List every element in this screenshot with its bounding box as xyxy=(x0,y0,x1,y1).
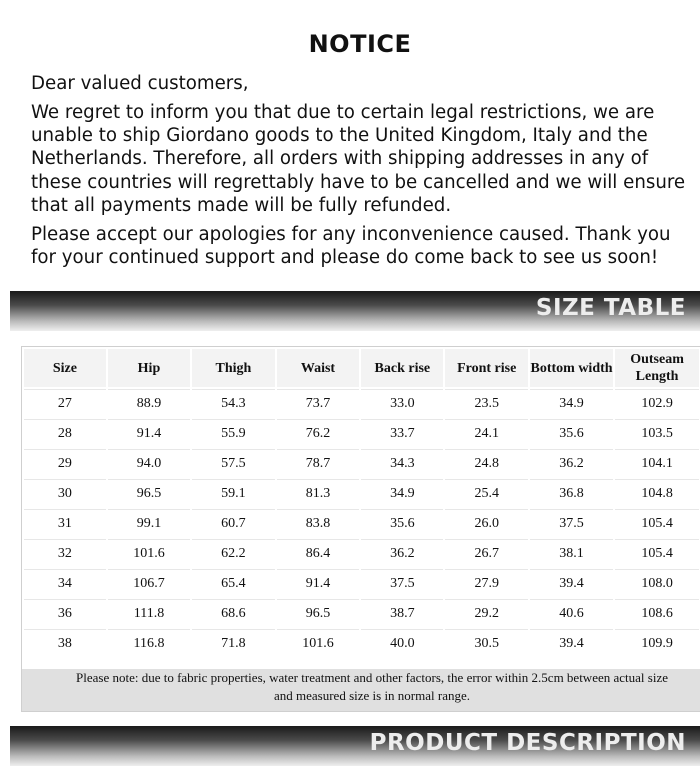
table-cell: 59.1 xyxy=(192,479,275,507)
notice-line: unable to ship Giordano goods to the United Kingdom, Italy and the xyxy=(31,125,648,146)
table-cell: 24.1 xyxy=(445,419,527,447)
size-table-header-row xyxy=(24,349,699,387)
table-cell: 34.3 xyxy=(361,449,443,477)
table-cell: 99.1 xyxy=(108,509,190,537)
table-cell: 88.9 xyxy=(108,389,190,417)
table-row xyxy=(24,389,699,417)
table-cell: 26.0 xyxy=(445,509,527,537)
table-row xyxy=(24,569,699,597)
table-row xyxy=(24,599,699,627)
table-cell: 36 xyxy=(24,599,106,627)
table-cell: 105.4 xyxy=(615,509,699,537)
notice-line: that all payments made will be fully refunded. xyxy=(31,195,452,216)
size-table-banner xyxy=(10,291,700,331)
table-row xyxy=(24,629,699,657)
table-cell: 36.8 xyxy=(530,479,613,507)
size-table xyxy=(22,347,700,659)
table-cell: 86.4 xyxy=(277,539,360,567)
table-row xyxy=(24,449,699,477)
table-cell: 39.4 xyxy=(530,569,613,597)
table-cell: 105.4 xyxy=(615,539,699,567)
table-cell: 39.4 xyxy=(530,629,613,657)
table-cell: 27 xyxy=(24,389,106,417)
column-header-waist: Waist xyxy=(277,349,360,387)
notice-title: NOTICE xyxy=(308,30,412,58)
column-header-hip: Hip xyxy=(108,349,190,387)
size-table-heading: SIZE TABLE xyxy=(535,295,686,321)
table-cell: 109.9 xyxy=(615,629,699,657)
table-cell: 96.5 xyxy=(277,599,360,627)
table-cell: 76.2 xyxy=(277,419,360,447)
table-cell: 81.3 xyxy=(277,479,360,507)
notice-line: these countries will regrettably have to be cancelled and we will ensure xyxy=(31,172,686,193)
notice-greeting: Dear valued customers, xyxy=(31,73,249,94)
table-cell: 40.0 xyxy=(361,629,443,657)
table-cell: 91.4 xyxy=(108,419,190,447)
table-cell: 28 xyxy=(24,419,106,447)
table-row xyxy=(24,539,699,567)
table-cell: 104.1 xyxy=(615,449,699,477)
column-header-size: Size xyxy=(24,349,106,387)
table-cell: 60.7 xyxy=(192,509,275,537)
column-header-front-rise: Front rise xyxy=(445,349,527,387)
table-cell: 38.1 xyxy=(530,539,613,567)
table-cell: 101.6 xyxy=(108,539,190,567)
table-cell: 26.7 xyxy=(445,539,527,567)
column-header-bottom-width: Bottom width xyxy=(530,349,613,387)
column-header-back-rise: Back rise xyxy=(361,349,443,387)
table-cell: 102.9 xyxy=(615,389,699,417)
product-description-heading: PRODUCT DESCRIPTION xyxy=(369,730,686,756)
table-row xyxy=(24,479,699,507)
table-cell: 71.8 xyxy=(192,629,275,657)
table-cell: 35.6 xyxy=(530,419,613,447)
table-cell: 83.8 xyxy=(277,509,360,537)
note-line: Please note: due to fabric properties, water treatment and other factors, the error within 2.5cm between actual size xyxy=(76,670,668,685)
column-header-outseam-length: Outseam Length xyxy=(615,349,699,387)
table-cell: 33.0 xyxy=(361,389,443,417)
table-cell: 38.7 xyxy=(361,599,443,627)
table-cell: 116.8 xyxy=(108,629,190,657)
product-description-banner xyxy=(10,726,700,766)
table-cell: 24.8 xyxy=(445,449,527,477)
table-cell: 108.6 xyxy=(615,599,699,627)
table-cell: 27.9 xyxy=(445,569,527,597)
table-cell: 65.4 xyxy=(192,569,275,597)
table-cell: 106.7 xyxy=(108,569,190,597)
table-cell: 29 xyxy=(24,449,106,477)
size-table-panel xyxy=(21,346,700,712)
table-cell: 23.5 xyxy=(445,389,527,417)
table-cell: 34 xyxy=(24,569,106,597)
table-cell: 30.5 xyxy=(445,629,527,657)
notice-line: Please accept our apologies for any inconvenience caused. Thank you xyxy=(31,224,671,245)
notice-section xyxy=(0,0,700,290)
table-cell: 37.5 xyxy=(530,509,613,537)
table-cell: 33.7 xyxy=(361,419,443,447)
table-cell: 104.8 xyxy=(615,479,699,507)
table-cell: 25.4 xyxy=(445,479,527,507)
table-cell: 31 xyxy=(24,509,106,537)
table-cell: 37.5 xyxy=(361,569,443,597)
table-cell: 91.4 xyxy=(277,569,360,597)
notice-line: Netherlands. Therefore, all orders with shipping addresses in any of xyxy=(31,148,649,169)
table-cell: 34.9 xyxy=(530,389,613,417)
table-row xyxy=(24,419,699,447)
table-cell: 111.8 xyxy=(108,599,190,627)
table-cell: 73.7 xyxy=(277,389,360,417)
table-cell: 32 xyxy=(24,539,106,567)
table-cell: 55.9 xyxy=(192,419,275,447)
notice-line: for your continued support and please do come back to see us soon! xyxy=(31,247,659,268)
table-cell: 96.5 xyxy=(108,479,190,507)
table-cell: 35.6 xyxy=(361,509,443,537)
table-cell: 78.7 xyxy=(277,449,360,477)
table-cell: 68.6 xyxy=(192,599,275,627)
table-cell: 54.3 xyxy=(192,389,275,417)
table-cell: 36.2 xyxy=(530,449,613,477)
table-cell: 34.9 xyxy=(361,479,443,507)
notice-line: We regret to inform you that due to certain legal restrictions, we are xyxy=(31,102,655,123)
note-line: and measured size is in normal range. xyxy=(273,688,470,703)
table-cell: 101.6 xyxy=(277,629,360,657)
column-header-thigh: Thigh xyxy=(192,349,275,387)
table-cell: 29.2 xyxy=(445,599,527,627)
table-cell: 108.0 xyxy=(615,569,699,597)
table-cell: 40.6 xyxy=(530,599,613,627)
table-cell: 36.2 xyxy=(361,539,443,567)
size-table-note xyxy=(22,669,700,711)
table-cell: 30 xyxy=(24,479,106,507)
table-cell: 38 xyxy=(24,629,106,657)
table-cell: 57.5 xyxy=(192,449,275,477)
table-cell: 103.5 xyxy=(615,419,699,447)
table-cell: 94.0 xyxy=(108,449,190,477)
table-row xyxy=(24,509,699,537)
table-cell: 62.2 xyxy=(192,539,275,567)
